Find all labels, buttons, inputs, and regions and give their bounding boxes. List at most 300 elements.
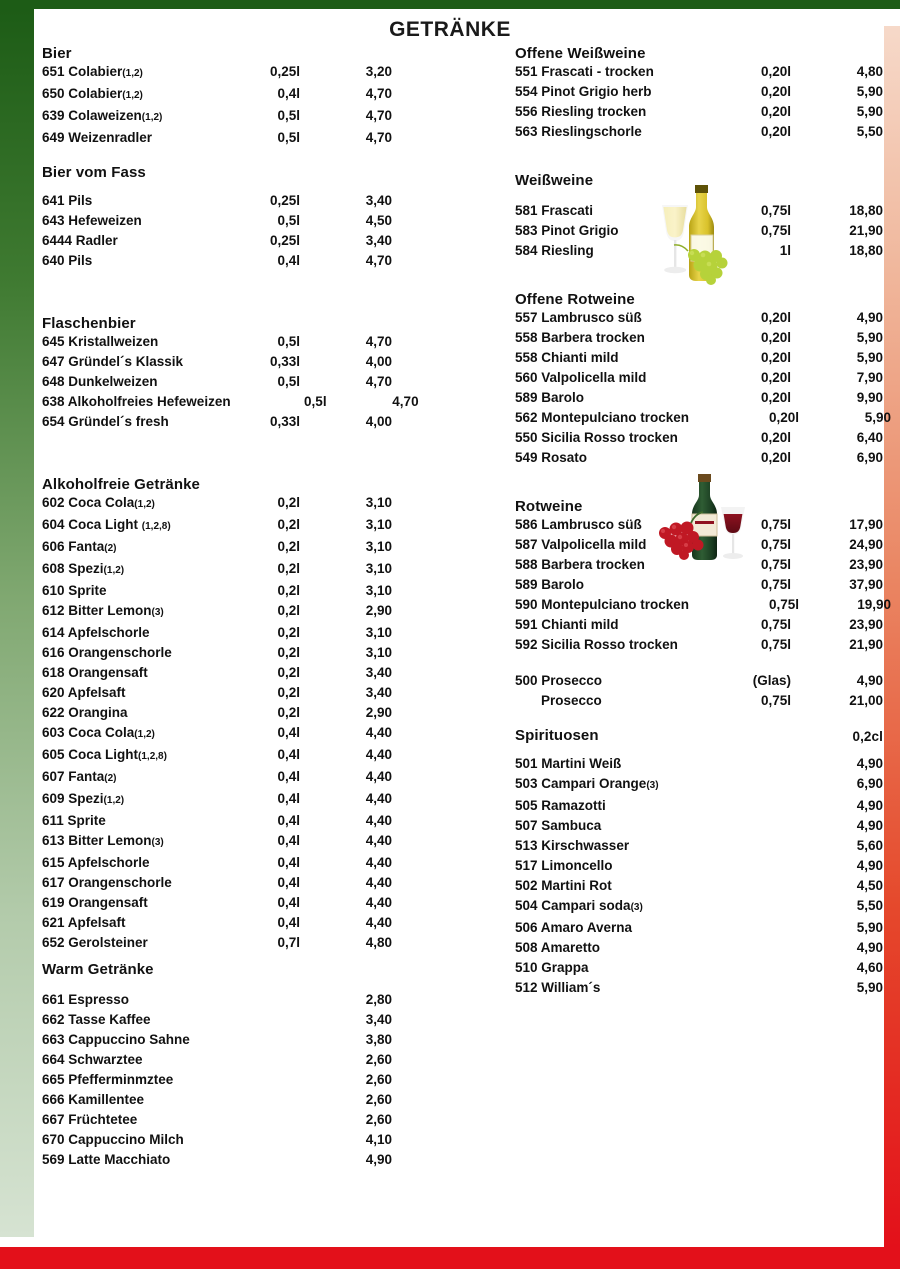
item-name	[515, 448, 681, 468]
item-label: 502 Martini Rot	[515, 878, 612, 893]
menu-section	[42, 961, 392, 1170]
section-heading: Flaschenbier	[42, 315, 136, 332]
item-size: 0,25l	[269, 193, 300, 208]
item-label: 641 Pils	[42, 193, 93, 208]
item-size: 0,20l	[760, 430, 791, 445]
item-size: 0,25l	[269, 233, 300, 248]
item-size: 0,5l	[277, 108, 300, 123]
item-label: 663 Cappuccino Sahne	[42, 1032, 190, 1047]
item-size: 0,75l	[760, 203, 791, 218]
item-label: 645 Kristallweizen	[42, 334, 159, 349]
item-price: 4,40	[365, 725, 392, 740]
item-size: 0,75l	[760, 577, 791, 592]
item-size: 0,7l	[277, 935, 300, 950]
item-name	[515, 796, 681, 816]
item-price: 2,90	[365, 603, 392, 618]
item-size: 0,75l	[760, 637, 791, 652]
item-label: 649 Weizenradler	[42, 130, 153, 145]
item-allergen-code: (1,2,8)	[138, 751, 167, 762]
item-label: 506 Amaro Averna	[515, 920, 633, 935]
item-label: 508 Amaretto	[515, 940, 601, 955]
item-label: 581 Frascati	[515, 203, 594, 218]
item-price: 6,90	[856, 776, 883, 791]
item-name	[515, 535, 681, 555]
item-label: 603 Coca Cola	[42, 725, 135, 740]
item-allergen-code: (1,2)	[103, 795, 125, 806]
item-label: 609 Spezi	[42, 791, 104, 806]
item-name	[42, 893, 204, 913]
item-size: 0,2l	[277, 645, 300, 660]
item-label: 563 Rieslingschorle	[515, 124, 642, 139]
item-name	[42, 332, 204, 352]
menu-item-row	[515, 896, 883, 918]
item-name	[515, 241, 681, 261]
item-name	[42, 933, 204, 953]
item-name	[515, 816, 681, 836]
section-heading: Weißweine	[515, 172, 594, 189]
item-size: 0,2l	[277, 495, 300, 510]
item-price: 4,50	[365, 213, 392, 228]
menu-item-row	[515, 388, 883, 408]
item-size: 0,2l	[277, 517, 300, 532]
item-price: 6,90	[856, 450, 883, 465]
item-price: 3,10	[365, 495, 392, 510]
item-allergen-code: (3)	[646, 780, 659, 791]
item-price: 5,50	[856, 124, 883, 139]
item-label: 612 Bitter Lemon	[42, 603, 152, 618]
menu-item-row	[42, 913, 392, 933]
item-label: 501 Martini Weiß	[515, 756, 622, 771]
item-label: 504 Campari soda	[515, 898, 631, 913]
item-size: 0,75l	[760, 693, 791, 708]
item-label: 651 Colabier	[42, 64, 123, 79]
item-allergen-code: (2)	[104, 543, 117, 554]
item-label: 505 Ramazotti	[515, 798, 606, 813]
section-items	[515, 62, 883, 142]
menu-item-row	[515, 535, 883, 555]
item-name	[515, 978, 681, 998]
item-name	[42, 106, 204, 128]
menu-item-row	[42, 831, 392, 853]
item-name	[515, 408, 689, 428]
menu-item-row	[42, 1030, 392, 1050]
menu-section	[42, 164, 392, 271]
item-name	[515, 428, 681, 448]
item-price: 2,60	[365, 1112, 392, 1127]
menu-item-row	[515, 918, 883, 938]
menu-item-row	[515, 615, 883, 635]
item-label: 550 Sicilia Rosso trocken	[515, 430, 678, 445]
item-name	[515, 102, 681, 122]
item-price: 2,60	[365, 1052, 392, 1067]
item-size: 0,33l	[269, 354, 300, 369]
item-name	[42, 745, 204, 767]
menu-item-row	[42, 1010, 392, 1030]
menu-section	[515, 498, 892, 655]
item-name	[42, 1110, 204, 1130]
flag-border-left-green	[0, 9, 34, 1237]
section-heading: Offene Weißweine	[515, 45, 646, 62]
page-title: GETRÄNKE	[389, 18, 511, 41]
item-name	[42, 1010, 204, 1030]
item-size: 0,2l	[277, 539, 300, 554]
item-size: 0,4l	[277, 895, 300, 910]
item-label: 605 Coca Light	[42, 747, 139, 762]
item-name	[42, 703, 204, 723]
menu-item-row	[515, 368, 883, 388]
item-size: 0,2l	[277, 665, 300, 680]
menu-item-row	[42, 873, 392, 893]
menu-section	[515, 291, 892, 468]
item-label: 513 Kirschwasser	[515, 838, 630, 853]
item-size: 0,20l	[760, 390, 791, 405]
menu-item-row	[42, 811, 392, 831]
menu-item-row	[42, 493, 392, 515]
item-label: 591 Chianti mild	[515, 617, 619, 632]
item-label: 558 Chianti mild	[515, 350, 619, 365]
item-label: 666 Kamillentee	[42, 1092, 145, 1107]
item-name	[515, 615, 681, 635]
item-name	[42, 84, 204, 106]
item-price: 4,90	[856, 673, 883, 688]
item-price: 4,40	[365, 895, 392, 910]
item-label: 557 Lambrusco süß	[515, 310, 642, 325]
menu-item-row	[42, 745, 392, 767]
item-label: 6444 Radler	[42, 233, 118, 248]
item-name	[42, 1030, 204, 1050]
item-label: 662 Tasse Kaffee	[42, 1012, 151, 1027]
item-price: 3,40	[365, 1012, 392, 1027]
item-price: 2,80	[365, 992, 392, 1007]
item-label: 670 Cappuccino Milch	[42, 1132, 184, 1147]
menu-item-row	[515, 62, 883, 82]
item-name	[42, 643, 204, 663]
item-price: 4,80	[365, 935, 392, 950]
left-column	[42, 45, 419, 1186]
item-name	[515, 348, 681, 368]
item-label: 647 Gründel´s Klassik	[42, 354, 184, 369]
menu-item-row	[42, 537, 392, 559]
item-name	[42, 623, 204, 643]
item-name	[515, 958, 681, 978]
item-size: 0,20l	[760, 310, 791, 325]
menu-item-row	[42, 1090, 392, 1110]
section-heading: Alkoholfreie Getränke	[42, 476, 200, 493]
right-column	[515, 45, 892, 1014]
item-price: 4,70	[365, 253, 392, 268]
item-price: 2,60	[365, 1092, 392, 1107]
menu-item-row	[42, 990, 392, 1010]
menu-item-row	[515, 691, 883, 711]
flag-border-right-red	[884, 26, 900, 1248]
item-name	[42, 789, 204, 811]
item-name	[42, 515, 204, 537]
item-label: 562 Montepulciano trocken	[515, 410, 690, 425]
item-price: 5,50	[856, 898, 883, 913]
item-price: 3,40	[365, 233, 392, 248]
item-size: 0,5l	[277, 374, 300, 389]
item-label: 667 Früchtetee	[42, 1112, 138, 1127]
item-name	[42, 1150, 204, 1170]
item-name	[515, 575, 681, 595]
menu-item-row	[515, 796, 883, 816]
menu-section	[515, 172, 883, 261]
item-size: 0,2l	[277, 561, 300, 576]
menu-item-row	[42, 893, 392, 913]
item-price: 4,70	[365, 86, 392, 101]
item-price: 4,40	[365, 855, 392, 870]
item-name	[42, 1130, 204, 1150]
item-price: 6,40	[856, 430, 883, 445]
section-items	[515, 671, 883, 711]
item-label: 510 Grappa	[515, 960, 589, 975]
menu-item-row	[42, 933, 392, 953]
item-allergen-code: (1,2)	[134, 499, 155, 510]
item-size: 0,4l	[277, 253, 300, 268]
item-price: 4,90	[365, 1152, 392, 1167]
item-size: 0,4l	[277, 769, 300, 784]
item-name	[515, 595, 689, 615]
item-price: 4,00	[365, 354, 392, 369]
item-price: 4,00	[365, 414, 392, 429]
item-price: 21,00	[849, 693, 883, 708]
menu-item-row	[515, 958, 883, 978]
item-label: 614 Apfelschorle	[42, 625, 150, 640]
item-name	[42, 683, 204, 703]
item-price: 23,90	[849, 617, 883, 632]
item-price: 4,90	[856, 818, 883, 833]
item-price: 4,70	[392, 394, 419, 409]
menu-section	[515, 45, 883, 142]
section-heading: Spirituosen 0,2cl	[515, 727, 883, 744]
flag-border-bottom-red	[0, 1247, 900, 1269]
item-label: 639 Colaweizen	[42, 108, 142, 123]
item-size: 0,20l	[760, 64, 791, 79]
item-size: 0,33l	[269, 414, 300, 429]
menu-item-row	[515, 774, 883, 796]
item-size: 0,4l	[277, 791, 300, 806]
item-price: 5,90	[856, 350, 883, 365]
item-name	[42, 412, 204, 432]
item-size: 0,2l	[277, 625, 300, 640]
menu-item-row	[515, 308, 883, 328]
item-size: 0,20l	[760, 124, 791, 139]
item-name	[42, 990, 204, 1010]
item-allergen-code: (1,2,8)	[141, 521, 171, 532]
section-spacer	[515, 261, 883, 291]
menu-item-row	[42, 392, 419, 412]
item-size: 0,5l	[277, 130, 300, 145]
item-label: 640 Pils	[42, 253, 93, 268]
item-name	[515, 774, 681, 796]
section-items	[42, 493, 392, 953]
item-label: 589 Barolo	[515, 577, 585, 592]
item-size: 0,20l	[760, 370, 791, 385]
item-price: 21,90	[849, 637, 883, 652]
menu-item-row	[42, 601, 392, 623]
menu-item-row	[42, 723, 392, 745]
item-label: 622 Orangina	[42, 705, 128, 720]
item-size: 0,20l	[760, 450, 791, 465]
item-name	[515, 876, 681, 896]
menu-item-row	[42, 1150, 392, 1170]
item-price: 4,90	[856, 798, 883, 813]
item-label: 551 Frascati - trocken	[515, 64, 654, 79]
item-name	[515, 62, 681, 82]
item-price: 4,90	[856, 858, 883, 873]
item-name	[515, 388, 681, 408]
section-spacer	[515, 655, 883, 671]
menu-item-row	[515, 876, 883, 896]
item-label: 648 Dunkelweizen	[42, 374, 158, 389]
menu-item-row	[515, 241, 883, 261]
item-name	[515, 836, 681, 856]
item-size: 0,4l	[277, 747, 300, 762]
item-size: 0,20l	[769, 410, 800, 425]
item-label: 549 Rosato	[515, 450, 588, 465]
item-price: 3,10	[365, 539, 392, 554]
menu-item-row	[42, 1070, 392, 1090]
item-label: 512 William´s	[515, 980, 601, 995]
item-label: 602 Coca Cola	[42, 495, 135, 510]
item-allergen-code: (1,2)	[122, 68, 143, 79]
item-name	[515, 896, 681, 918]
item-name	[42, 493, 204, 515]
item-label: 664 Schwarztee	[42, 1052, 143, 1067]
item-size: 0,4l	[277, 833, 300, 848]
item-name	[42, 191, 204, 211]
item-label: 517 Limoncello	[515, 858, 613, 873]
menu-item-row	[515, 816, 883, 836]
item-price: 3,10	[365, 583, 392, 598]
menu-item-row	[42, 559, 392, 581]
section-spacer	[42, 953, 392, 961]
item-price: 9,90	[856, 390, 883, 405]
item-price: 5,90	[864, 410, 892, 425]
item-name	[42, 767, 204, 789]
menu-item-row	[42, 62, 392, 84]
section-items	[515, 754, 883, 998]
item-size: 0,4l	[277, 813, 300, 828]
item-label: 654 Gründel´s fresh	[42, 414, 169, 429]
menu-item-row	[42, 623, 392, 643]
item-name	[42, 211, 204, 231]
item-price: 3,10	[365, 645, 392, 660]
menu-item-row	[42, 853, 392, 873]
item-price: 4,60	[856, 960, 883, 975]
item-size: 0,5l	[277, 334, 300, 349]
menu-item-row	[42, 352, 392, 372]
section-spacer	[42, 271, 392, 315]
item-name	[515, 82, 681, 102]
item-price: 4,90	[856, 310, 883, 325]
menu-item-row	[515, 82, 883, 102]
item-size: 0,75l	[760, 557, 791, 572]
item-price: 3,80	[365, 1032, 392, 1047]
item-label: 650 Colabier	[42, 86, 123, 101]
item-label: 583 Pinot Grigio	[515, 223, 619, 238]
menu-section	[42, 476, 392, 953]
item-name	[515, 368, 681, 388]
section-spacer	[515, 468, 883, 498]
item-price: 19,90	[857, 597, 892, 612]
item-name	[42, 723, 204, 745]
menu-item-row	[515, 221, 883, 241]
item-size: 0,5l	[277, 213, 300, 228]
item-label: 604 Coca Light	[42, 517, 142, 532]
section-spacer	[42, 1170, 392, 1186]
item-label: 503 Campari Orange	[515, 776, 647, 791]
section-items	[42, 990, 392, 1170]
item-price: 4,70	[365, 108, 392, 123]
section-heading: Offene Rotweine	[515, 291, 635, 308]
item-size: 0,2l	[277, 583, 300, 598]
item-size: 0,4l	[277, 855, 300, 870]
item-name	[42, 62, 204, 84]
menu-item-row	[42, 332, 392, 352]
item-name	[42, 1070, 204, 1090]
item-name	[515, 201, 681, 221]
section-heading: Bier	[42, 45, 72, 62]
item-label: 621 Apfelsaft	[42, 915, 126, 930]
item-name	[42, 601, 204, 623]
menu-section	[515, 671, 883, 711]
item-name	[42, 873, 204, 893]
item-size: 0,25l	[269, 64, 300, 79]
section-heading: Warm Getränke	[42, 961, 154, 978]
item-name	[515, 635, 681, 655]
item-price: 4,40	[365, 915, 392, 930]
item-price: 7,90	[856, 370, 883, 385]
item-size: 0,75l	[760, 617, 791, 632]
item-price: 4,70	[365, 130, 392, 145]
menu-section	[42, 45, 392, 148]
menu-item-row	[515, 555, 883, 575]
item-label: 587 Valpolicella mild	[515, 537, 647, 552]
menu-item-row	[515, 938, 883, 958]
item-label: 560 Valpolicella mild	[515, 370, 647, 385]
menu-item-row	[515, 122, 883, 142]
item-allergen-code: (3)	[630, 902, 643, 913]
item-size: 0,5l	[304, 394, 327, 409]
item-price: 4,40	[365, 833, 392, 848]
menu-item-row	[42, 1130, 392, 1150]
menu-item-row	[42, 663, 392, 683]
item-name	[515, 691, 681, 711]
item-price: 4,80	[856, 64, 883, 79]
menu-item-row	[42, 515, 392, 537]
item-label: 589 Barolo	[515, 390, 585, 405]
menu-item-row	[42, 703, 392, 723]
item-name	[42, 352, 204, 372]
item-label: 556 Riesling trocken	[515, 104, 647, 119]
item-label: 652 Gerolsteiner	[42, 935, 148, 950]
item-size: 0,75l	[769, 597, 800, 612]
item-size: 0,75l	[760, 517, 791, 532]
item-size: 0,2l	[277, 705, 300, 720]
item-price: 4,40	[365, 769, 392, 784]
item-price: 17,90	[849, 517, 883, 532]
item-price: 5,90	[856, 84, 883, 99]
section-spacer	[42, 148, 392, 164]
item-price: 3,10	[365, 561, 392, 576]
item-name	[42, 537, 204, 559]
item-price: 24,90	[849, 537, 883, 552]
item-name	[42, 1050, 204, 1070]
section-spacer	[42, 432, 392, 476]
section-measure-label: 0,2cl	[852, 729, 883, 744]
item-allergen-code: (1,2)	[141, 112, 163, 123]
